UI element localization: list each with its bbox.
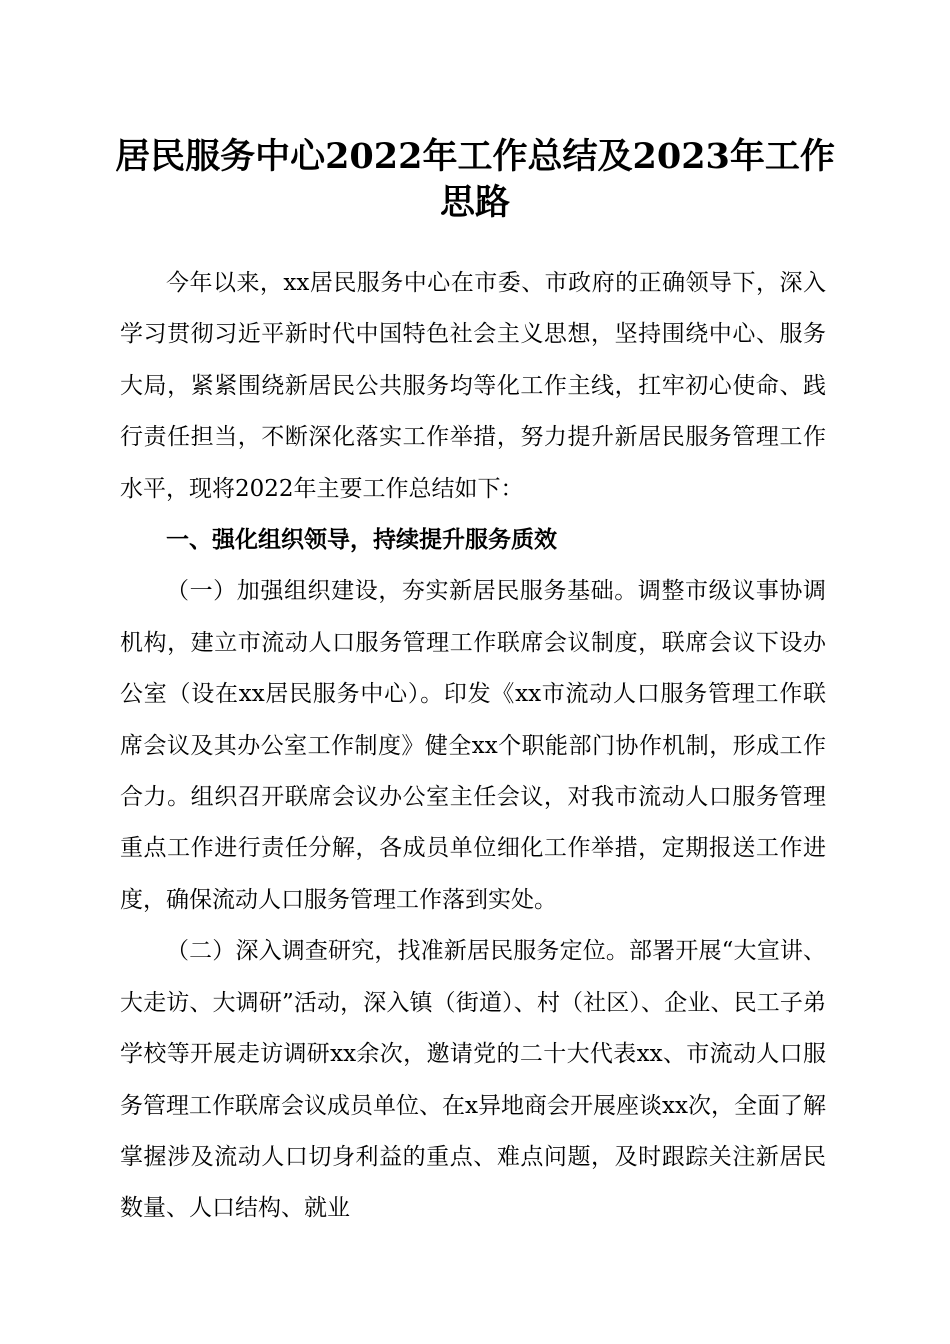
section-heading: 一、强化组织领导，持续提升服务质效	[166, 527, 557, 554]
intro-paragraph: 今年以来，xx居民服务中心在市委、市政府的正确领导下，深入学习贯彻习近平新时代中国特色社会主义思想，坚持围绕中心、服务大局，紧紧围绕新居民公共服务均等化工作主线，扛牢初心使命、践行责任担当，不断深化落实工作举措，努力提升新居民服务管理工作水平，现将2022年主要工作总结如下：	[120, 270, 826, 502]
subsection-paragraph: （二）深入调查研究，找准新居民服务定位。部署开展“大宣讲、大走访、大调研”活动，深入镇（街道）、村（社区）、企业、民工子弟学校等开展走访调研xx余次，邀请党的二十大代表xx、市流动人口服务管理工作联席会议成员单位、在x异地商会开展座谈xx次，全面了解掌握涉及流动人口切身利益的重点、难点问题，及时跟踪关注新居民数量、人口结构、就业	[120, 938, 826, 1222]
document-body	[120, 258, 826, 1235]
document-title: 居民服务中心2022年工作总结及2023年工作思路	[115, 136, 835, 223]
subsection-paragraph: （一）加强组织建设，夯实新居民服务基础。调整市级议事协调机构，建立市流动人口服务管理工作联席会议制度，联席会议下设办公室（设在xx居民服务中心）。印发《xx市流动人口服务管理工作联席会议及其办公室工作制度》健全xx个职能部门协作机制，形成工作合力。组织召开联席会议办公室主任会议，对我市流动人口服务管理重点工作进行责任分解，各成员单位细化工作举措，定期报送工作进度，确保流动人口服务管理工作落到实处。	[120, 578, 826, 913]
